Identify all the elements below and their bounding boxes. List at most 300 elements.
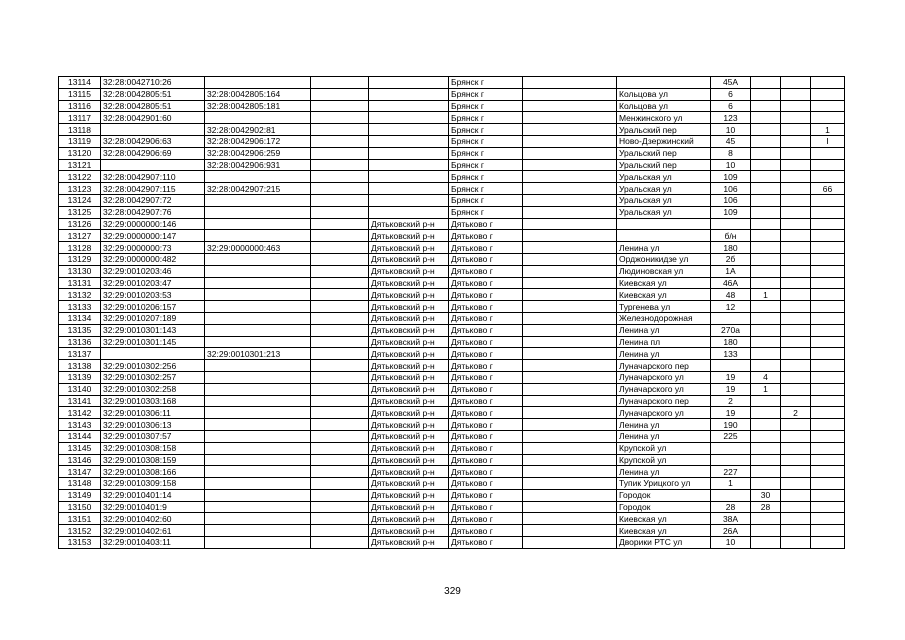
empty-cell-2 [523,206,617,218]
street-cell: Уральская ул [617,194,711,206]
cadastral-number-cell: 32:29:0000000:146 [101,218,205,230]
cadastral-number-cell [101,159,205,171]
street-cell: Крупской ул [617,454,711,466]
city-cell: Дятьково г [449,324,523,336]
empty-cell [311,77,369,89]
structure-cell [781,466,811,478]
linked-cadastral-cell [205,419,311,431]
house-number-cell: 48 [711,289,751,301]
record-number-cell: 13142 [59,407,101,419]
district-cell: Дятьковский р-н [369,360,449,372]
linked-cadastral-cell: 32:28:0042906:172 [205,135,311,147]
street-cell: Луначарского пер [617,395,711,407]
street-cell: Орджоникидзе ул [617,253,711,265]
cadastral-number-cell: 32:28:0042901:60 [101,112,205,124]
cadastral-number-cell: 32:28:0042805:51 [101,88,205,100]
structure-cell [781,183,811,195]
linked-cadastral-cell [205,301,311,313]
street-cell: Киевская ул [617,513,711,525]
building-cell [751,466,781,478]
cadastral-number-cell: 32:29:0010302:257 [101,371,205,383]
district-cell: Дятьковский р-н [369,301,449,313]
record-number-cell: 13126 [59,218,101,230]
house-number-cell [711,454,751,466]
record-number-cell: 13121 [59,159,101,171]
record-number-cell: 13131 [59,277,101,289]
district-cell: Дятьковский р-н [369,419,449,431]
cadastral-number-cell: 32:29:0010401:14 [101,489,205,501]
empty-cell [311,419,369,431]
table-row [59,501,845,513]
house-number-cell: 180 [711,242,751,254]
page-number: 329 [444,586,461,597]
record-number-cell: 13141 [59,395,101,407]
street-cell [617,230,711,242]
empty-cell-2 [523,419,617,431]
linked-cadastral-cell [205,489,311,501]
cadastral-number-cell: 32:29:0010308:158 [101,442,205,454]
table-row [59,407,845,419]
cadastral-number-cell: 32:28:0042906:69 [101,147,205,159]
cadastral-number-cell [101,124,205,136]
apartment-cell [811,171,845,183]
district-cell [369,159,449,171]
linked-cadastral-cell [205,277,311,289]
district-cell: Дятьковский р-н [369,478,449,490]
record-number-cell: 13148 [59,478,101,490]
district-cell [369,183,449,195]
record-number-cell: 13144 [59,430,101,442]
cadastral-number-cell: 32:28:0042805:51 [101,100,205,112]
table-body [59,77,845,549]
city-cell: Дятьково г [449,525,523,537]
empty-cell [311,324,369,336]
record-number-cell: 13149 [59,489,101,501]
empty-cell [311,537,369,549]
city-cell: Дятьково г [449,442,523,454]
record-number-cell: 13145 [59,442,101,454]
linked-cadastral-cell [205,289,311,301]
empty-cell-2 [523,489,617,501]
record-number-cell: 13124 [59,194,101,206]
building-cell [751,430,781,442]
district-cell [369,112,449,124]
table-row [59,301,845,313]
record-number-cell: 13139 [59,371,101,383]
linked-cadastral-cell [205,218,311,230]
structure-cell [781,277,811,289]
district-cell: Дятьковский р-н [369,371,449,383]
table-row [59,442,845,454]
empty-cell [311,88,369,100]
street-cell: Ленина ул [617,242,711,254]
empty-cell-2 [523,301,617,313]
building-cell: 28 [751,501,781,513]
apartment-cell [811,147,845,159]
empty-cell-2 [523,253,617,265]
record-number-cell: 13125 [59,206,101,218]
house-number-cell: 180 [711,336,751,348]
building-cell [751,88,781,100]
table-row [59,230,845,242]
table-row [59,454,845,466]
city-cell: Дятьково г [449,430,523,442]
empty-cell-2 [523,147,617,159]
empty-cell [311,442,369,454]
table-row [59,265,845,277]
empty-cell [311,407,369,419]
district-cell [369,77,449,89]
district-cell: Дятьковский р-н [369,265,449,277]
structure-cell [781,312,811,324]
empty-cell [311,454,369,466]
linked-cadastral-cell [205,537,311,549]
linked-cadastral-cell [205,360,311,372]
building-cell [751,147,781,159]
linked-cadastral-cell [205,171,311,183]
empty-cell-2 [523,183,617,195]
street-cell: Дворики РТС ул [617,537,711,549]
house-number-cell [711,312,751,324]
building-cell [751,194,781,206]
table-row [59,112,845,124]
table-row [59,371,845,383]
empty-cell-2 [523,501,617,513]
empty-cell [311,135,369,147]
building-cell [751,336,781,348]
structure-cell [781,230,811,242]
table-row [59,360,845,372]
empty-cell-2 [523,383,617,395]
city-cell: Дятьково г [449,242,523,254]
linked-cadastral-cell: 32:29:0010301:213 [205,348,311,360]
street-cell: Железнодорожная [617,312,711,324]
apartment-cell [811,466,845,478]
house-number-cell: 225 [711,430,751,442]
structure-cell [781,513,811,525]
building-cell [751,454,781,466]
street-cell: Луначарского ул [617,371,711,383]
record-number-cell: 13120 [59,147,101,159]
district-cell: Дятьковский р-н [369,513,449,525]
building-cell [751,395,781,407]
apartment-cell [811,371,845,383]
empty-cell [311,371,369,383]
record-number-cell: 13135 [59,324,101,336]
table-row [59,100,845,112]
city-cell: Дятьково г [449,312,523,324]
cadastral-number-cell: 32:28:0042907:110 [101,171,205,183]
linked-cadastral-cell [205,77,311,89]
record-number-cell: 13128 [59,242,101,254]
apartment-cell [811,478,845,490]
table-row [59,324,845,336]
cadastral-number-cell: 32:29:0000000:482 [101,253,205,265]
structure-cell [781,489,811,501]
building-cell [751,159,781,171]
structure-cell [781,383,811,395]
linked-cadastral-cell [205,312,311,324]
house-number-cell: 10 [711,159,751,171]
empty-cell [311,147,369,159]
building-cell: 1 [751,383,781,395]
street-cell: Киевская ул [617,277,711,289]
city-cell: Дятьково г [449,513,523,525]
district-cell: Дятьковский р-н [369,466,449,478]
building-cell [751,537,781,549]
street-cell: Ленина ул [617,348,711,360]
linked-cadastral-cell: 32:28:0042902:81 [205,124,311,136]
street-cell: Ново-Дзержинский [617,135,711,147]
record-number-cell: 13133 [59,301,101,313]
building-cell [751,407,781,419]
apartment-cell [811,88,845,100]
house-number-cell [711,442,751,454]
linked-cadastral-cell: 32:28:0042805:181 [205,100,311,112]
linked-cadastral-cell [205,324,311,336]
structure-cell: 2 [781,407,811,419]
city-cell: Брянск г [449,147,523,159]
empty-cell [311,312,369,324]
record-number-cell: 13117 [59,112,101,124]
table-row [59,194,845,206]
city-cell: Брянск г [449,183,523,195]
apartment-cell [811,525,845,537]
table-row [59,348,845,360]
apartment-cell [811,537,845,549]
record-number-cell: 13147 [59,466,101,478]
linked-cadastral-cell [205,265,311,277]
record-number-cell: 13138 [59,360,101,372]
street-cell [617,218,711,230]
apartment-cell [811,407,845,419]
table-row [59,430,845,442]
street-cell: Киевская ул [617,525,711,537]
house-number-cell: 10 [711,537,751,549]
building-cell [751,277,781,289]
structure-cell [781,88,811,100]
empty-cell-2 [523,171,617,183]
house-number-cell [711,360,751,372]
cadastral-number-cell: 32:29:0010302:256 [101,360,205,372]
record-number-cell: 13136 [59,336,101,348]
house-number-cell: 19 [711,407,751,419]
empty-cell-2 [523,513,617,525]
building-cell [751,218,781,230]
empty-cell-2 [523,442,617,454]
cadastral-number-cell: 32:29:0010309:158 [101,478,205,490]
linked-cadastral-cell [205,194,311,206]
district-cell: Дятьковский р-н [369,336,449,348]
records-table [58,76,845,549]
building-cell [751,253,781,265]
empty-cell [311,383,369,395]
house-number-cell: 6 [711,88,751,100]
structure-cell [781,301,811,313]
apartment-cell [811,289,845,301]
apartment-cell [811,395,845,407]
empty-cell-2 [523,194,617,206]
apartment-cell [811,489,845,501]
table-row [59,88,845,100]
district-cell [369,124,449,136]
record-number-cell: 13122 [59,171,101,183]
cadastral-number-cell: 32:28:0042907:115 [101,183,205,195]
empty-cell [311,395,369,407]
street-cell: Ленина ул [617,466,711,478]
district-cell: Дятьковский р-н [369,348,449,360]
empty-cell [311,253,369,265]
apartment-cell [811,442,845,454]
record-number-cell: 13118 [59,124,101,136]
apartment-cell [811,253,845,265]
table-row [59,395,845,407]
structure-cell [781,100,811,112]
apartment-cell [811,301,845,313]
apartment-cell [811,77,845,89]
district-cell: Дятьковский р-н [369,489,449,501]
table-row [59,135,845,147]
district-cell: Дятьковский р-н [369,324,449,336]
street-cell: Городок [617,501,711,513]
structure-cell [781,336,811,348]
cadastral-number-cell: 32:29:0010306:11 [101,407,205,419]
cadastral-number-cell: 32:29:0010302:258 [101,383,205,395]
house-number-cell: 10 [711,124,751,136]
structure-cell [781,537,811,549]
district-cell: Дятьковский р-н [369,537,449,549]
empty-cell [311,348,369,360]
record-number-cell: 13134 [59,312,101,324]
house-number-cell: 6 [711,100,751,112]
street-cell: Луначарского пер [617,360,711,372]
cadastral-number-cell: 32:29:0010308:166 [101,466,205,478]
empty-cell [311,301,369,313]
house-number-cell: 123 [711,112,751,124]
district-cell: Дятьковский р-н [369,289,449,301]
cadastral-number-cell: 32:29:0010401:9 [101,501,205,513]
city-cell: Дятьково г [449,478,523,490]
table-row [59,419,845,431]
house-number-cell: 106 [711,194,751,206]
empty-cell-2 [523,537,617,549]
building-cell [751,183,781,195]
city-cell: Брянск г [449,77,523,89]
street-cell: Кольцова ул [617,88,711,100]
street-cell: Уральский пер [617,124,711,136]
record-number-cell: 13115 [59,88,101,100]
record-number-cell: 13132 [59,289,101,301]
district-cell [369,135,449,147]
linked-cadastral-cell [205,442,311,454]
street-cell: Уральский пер [617,147,711,159]
building-cell [751,360,781,372]
apartment-cell [811,230,845,242]
structure-cell [781,147,811,159]
building-cell [751,324,781,336]
empty-cell-2 [523,371,617,383]
empty-cell-2 [523,324,617,336]
building-cell: 1 [751,289,781,301]
table-row [59,124,845,136]
house-number-cell: 8 [711,147,751,159]
building-cell [751,312,781,324]
empty-cell [311,513,369,525]
street-cell: Уральская ул [617,183,711,195]
structure-cell [781,206,811,218]
city-cell: Брянск г [449,159,523,171]
building-cell [751,442,781,454]
record-number-cell: 13143 [59,419,101,431]
linked-cadastral-cell: 32:28:0042906:259 [205,147,311,159]
cadastral-number-cell: 32:29:0000000:73 [101,242,205,254]
linked-cadastral-cell [205,230,311,242]
city-cell: Дятьково г [449,454,523,466]
building-cell [751,478,781,490]
linked-cadastral-cell [205,383,311,395]
empty-cell-2 [523,135,617,147]
cadastral-number-cell: 32:28:0042710:26 [101,77,205,89]
structure-cell [781,324,811,336]
city-cell: Дятьково г [449,407,523,419]
empty-cell [311,171,369,183]
city-cell: Дятьково г [449,253,523,265]
empty-cell-2 [523,159,617,171]
building-cell [751,171,781,183]
structure-cell [781,289,811,301]
empty-cell [311,265,369,277]
empty-cell-2 [523,289,617,301]
street-cell: Уральский пер [617,159,711,171]
apartment-cell [811,265,845,277]
empty-cell-2 [523,100,617,112]
street-cell: Уральская ул [617,206,711,218]
table-row [59,513,845,525]
cadastral-number-cell: 32:28:0042907:72 [101,194,205,206]
apartment-cell [811,360,845,372]
table-row [59,171,845,183]
empty-cell-2 [523,77,617,89]
street-cell: Ленина ул [617,430,711,442]
apartment-cell [811,100,845,112]
empty-cell [311,525,369,537]
street-cell [617,77,711,89]
empty-cell-2 [523,124,617,136]
structure-cell [781,478,811,490]
district-cell: Дятьковский р-н [369,277,449,289]
street-cell: Городок [617,489,711,501]
city-cell: Дятьково г [449,489,523,501]
city-cell: Дятьково г [449,360,523,372]
table-row [59,478,845,490]
city-cell: Брянск г [449,124,523,136]
structure-cell [781,419,811,431]
building-cell: 4 [751,371,781,383]
structure-cell [781,348,811,360]
record-number-cell: 13123 [59,183,101,195]
city-cell: Брянск г [449,171,523,183]
table-row [59,147,845,159]
linked-cadastral-cell [205,478,311,490]
linked-cadastral-cell [205,466,311,478]
structure-cell [781,135,811,147]
table-row [59,206,845,218]
cadastral-number-cell: 32:28:0042906:63 [101,135,205,147]
street-cell: Тупик Урицкого ул [617,478,711,490]
house-number-cell: 109 [711,206,751,218]
record-number-cell: 13151 [59,513,101,525]
city-cell: Дятьково г [449,230,523,242]
